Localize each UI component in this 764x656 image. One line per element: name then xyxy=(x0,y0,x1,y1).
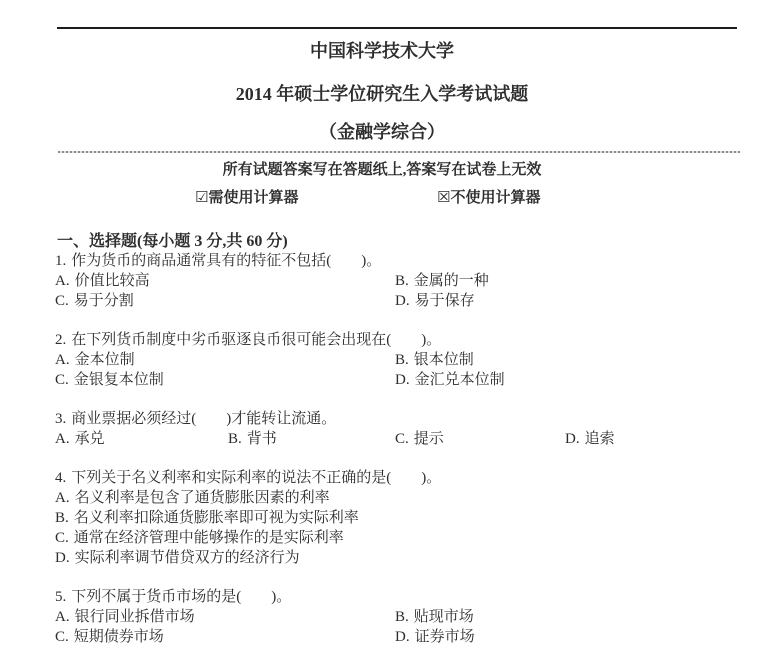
option-text: 易于分割 xyxy=(73,293,134,309)
option-text: 易于保存 xyxy=(414,293,475,309)
option-label: D. xyxy=(395,372,410,388)
question-2 xyxy=(55,330,740,390)
question-stem-text: 商业票据必须经过( )才能转让流通。 xyxy=(71,411,337,427)
question-stem xyxy=(55,587,740,607)
option-A xyxy=(55,271,395,291)
section-heading: 一、选择题(每小题 3 分,共 60 分) xyxy=(57,233,288,250)
option-text: 提示 xyxy=(413,431,444,447)
question-options xyxy=(55,488,740,568)
option-B xyxy=(395,607,740,627)
option-C xyxy=(395,429,565,449)
option-B xyxy=(228,429,395,449)
option-text: 金属的一种 xyxy=(413,273,489,289)
option-label: A. xyxy=(55,352,70,368)
option-label: B. xyxy=(228,431,242,447)
option-label: B. xyxy=(55,510,69,526)
option-label: B. xyxy=(395,609,409,625)
question-options xyxy=(55,350,740,390)
option-label: D. xyxy=(395,293,410,309)
option-C xyxy=(55,370,395,390)
option-label: C. xyxy=(55,530,69,546)
option-label: C. xyxy=(55,372,69,388)
option-label: B. xyxy=(395,352,409,368)
university-title: 中国科学技术大学 xyxy=(310,41,454,61)
question-4 xyxy=(55,468,740,568)
question-list xyxy=(55,251,740,656)
checked-checkbox-icon: ☑ xyxy=(195,188,209,206)
option-text: 承兑 xyxy=(74,431,105,447)
question-stem-text: 下列不属于货币市场的是( )。 xyxy=(71,589,292,605)
option-text: 金银复本位制 xyxy=(73,372,164,388)
calculator-not-used-label: 不使用计算器 xyxy=(450,190,541,206)
option-label: D. xyxy=(395,629,410,645)
question-options xyxy=(55,429,740,449)
option-text: 名义利率是包含了通货膨胀因素的利率 xyxy=(74,490,330,506)
option-C xyxy=(55,528,740,548)
subject-title: （金融学综合） xyxy=(319,122,445,142)
calculator-not-used-item xyxy=(437,186,540,209)
exam-title: 2014 年硕士学位研究生入学考试试题 xyxy=(235,84,529,104)
option-text: 银行同业拆借市场 xyxy=(74,609,195,625)
question-number: 3. xyxy=(55,411,67,427)
option-text: 实际利率调节借贷双方的经济行为 xyxy=(74,550,300,566)
question-number: 1. xyxy=(55,253,67,269)
question-3 xyxy=(55,409,740,449)
option-B xyxy=(395,350,740,370)
option-D xyxy=(395,370,740,390)
calculator-notice-row xyxy=(0,186,764,208)
option-D xyxy=(395,291,740,311)
question-5 xyxy=(55,587,740,647)
option-A xyxy=(55,488,740,508)
option-text: 名义利率扣除通货膨胀率即可视为实际利率 xyxy=(73,510,359,526)
question-number: 5. xyxy=(55,589,67,605)
option-label: B. xyxy=(395,273,409,289)
option-text: 贴现市场 xyxy=(413,609,474,625)
option-label: C. xyxy=(395,431,409,447)
option-label: C. xyxy=(55,293,69,309)
question-stem xyxy=(55,330,740,350)
question-stem xyxy=(55,468,740,488)
calculator-required-item xyxy=(195,186,298,209)
option-A xyxy=(55,429,228,449)
crossed-checkbox-icon: ☒ xyxy=(437,188,451,206)
option-C xyxy=(55,291,395,311)
option-text: 证券市场 xyxy=(414,629,475,645)
question-options xyxy=(55,607,740,647)
option-D xyxy=(565,429,740,449)
option-text: 短期债券市场 xyxy=(73,629,164,645)
question-number: 2. xyxy=(55,332,67,348)
option-text: 银本位制 xyxy=(413,352,474,368)
option-B xyxy=(55,508,740,528)
option-text: 背书 xyxy=(246,431,277,447)
option-label: A. xyxy=(55,431,70,447)
question-number: 4. xyxy=(55,470,67,486)
option-label: D. xyxy=(565,431,580,447)
option-label: A. xyxy=(55,273,70,289)
option-C xyxy=(55,627,395,647)
option-text: 追索 xyxy=(584,431,615,447)
section-divider xyxy=(58,151,740,153)
calculator-required-label: 需使用计算器 xyxy=(208,190,299,206)
option-label: D. xyxy=(55,550,70,566)
option-D xyxy=(55,548,740,568)
header-rule xyxy=(57,27,737,29)
option-label: A. xyxy=(55,609,70,625)
answer-sheet-notice: 所有试题答案写在答题纸上,答案写在试卷上无效 xyxy=(222,162,542,178)
question-stem xyxy=(55,251,740,271)
option-text: 通常在经济管理中能够操作的是实际利率 xyxy=(73,530,344,546)
option-B xyxy=(395,271,740,291)
question-stem-text: 作为货币的商品通常具有的特征不包括( )。 xyxy=(71,253,382,269)
option-text: 金汇兑本位制 xyxy=(414,372,505,388)
question-stem xyxy=(55,409,740,429)
option-text: 金本位制 xyxy=(74,352,135,368)
option-label: A. xyxy=(55,490,70,506)
option-label: C. xyxy=(55,629,69,645)
question-options xyxy=(55,271,740,311)
question-stem-text: 在下列货币制度中劣币驱逐良币很可能会出现在( )。 xyxy=(71,332,442,348)
option-A xyxy=(55,607,395,627)
question-1 xyxy=(55,251,740,311)
option-text: 价值比较高 xyxy=(74,273,150,289)
question-stem-text: 下列关于名义利率和实际利率的说法不正确的是( )。 xyxy=(71,470,442,486)
option-D xyxy=(395,627,740,647)
option-A xyxy=(55,350,395,370)
